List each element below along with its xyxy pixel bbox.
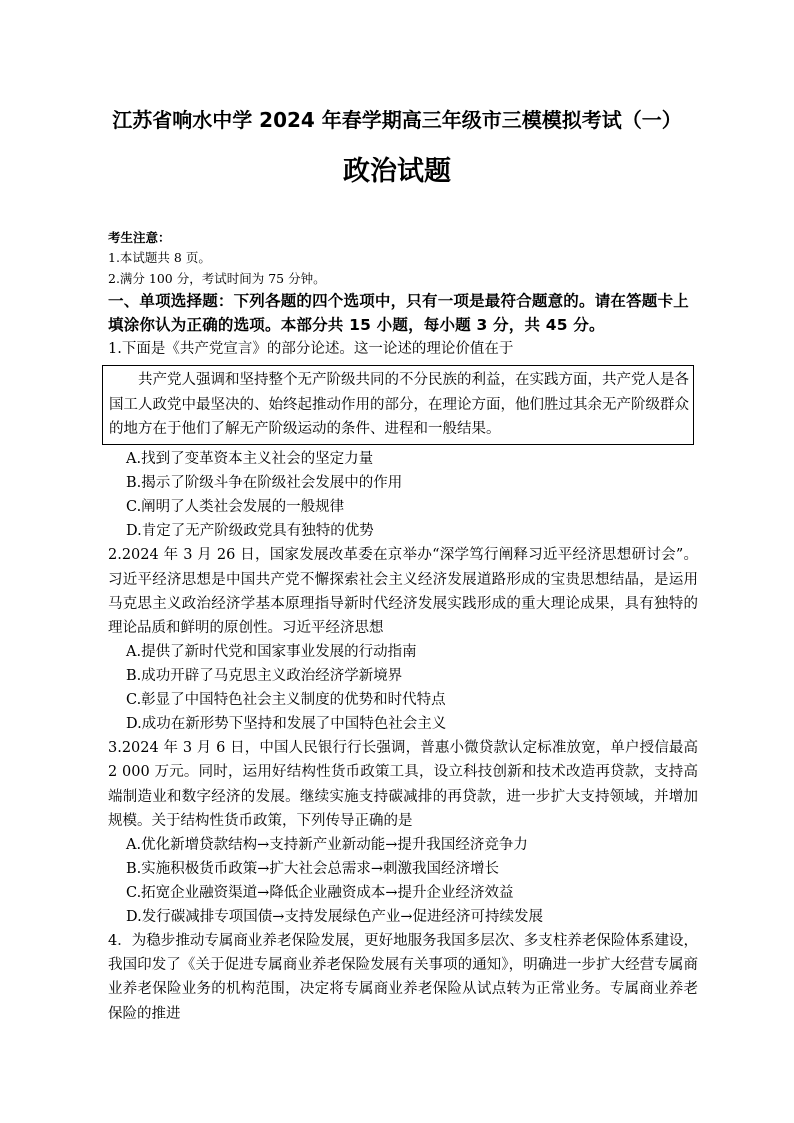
- option-d: D.成功在新形势下坚持和发展了中国特色社会主义: [126, 716, 447, 733]
- option-c: C.拓宽企业融资渠道→降低企业融资成本→提升企业经济效益: [126, 885, 514, 902]
- question-stem: 1.下面是《共产党宣言》的部分论述。这一论述的理论价值在于: [108, 341, 514, 357]
- question-1: [108, 337, 698, 543]
- option-a: A.找到了变革资本主义社会的坚定力量: [126, 451, 374, 468]
- option-d: D.肯定了无产阶级政党具有独特的优势: [126, 523, 374, 540]
- exam-title: 江苏省响水中学 2024 年春学期高三年级市三模模拟考试（一）: [112, 108, 682, 132]
- question-stem: 3.2024 年 3 月 6 日，中国人民银行行长强调，普惠小微贷款认定标准放宽，单户授信最高 2 000 万元。同时，运用好结构性货币政策工具，设立科技创新和技术改造再贷款，支持高端制造业和数字经济的发展。继续实施支持碳减排的再贷款，进一步扩大支持领域，并增加规模。关于结构性货币政策，下列传导正确的是: [108, 740, 698, 829]
- section-heading: 一、单项选择题：下列各题的四个选项中，只有一项是最符合题意的。请在答题卡上填涂你认为正确的选项。本部分共 15 小题，每小题 3 分，共 45 分。: [108, 292, 689, 334]
- exam-subtitle: 政治试题: [343, 156, 451, 187]
- option-c: C.阐明了人类社会发展的一般规律: [126, 499, 345, 516]
- option-a: A.提供了新时代党和国家事业发展的行动指南: [126, 644, 417, 661]
- question-4: [108, 929, 698, 1026]
- notice-item: 1.本试题共 8 页。: [108, 250, 211, 265]
- exam-content: [108, 229, 698, 1026]
- option-b: B.揭示了阶级斗争在阶级社会发展中的作用: [126, 475, 403, 492]
- option-b: B.实施积极货币政策→扩大社会总需求→刺激我国经济增长: [126, 861, 500, 878]
- notice-item: 2.满分 100 分，考试时间为 75 分钟。: [108, 271, 326, 286]
- option-b: B.成功开辟了马克思主义政治经济学新境界: [126, 668, 403, 685]
- option-c: C.彰显了中国特色社会主义制度的优势和时代特点: [126, 692, 446, 709]
- option-d: D.发行碳减排专项国债→支持发展绿色产业→促进经济可持续发展: [126, 909, 544, 926]
- question-stem: 4．为稳步推动专属商业养老保险发展，更好地服务我国多层次、多支柱养老保险体系建设，我国印发了《关于促进专属商业养老保险发展有关事项的通知》，明确进一步扩大经营专属商业养老保险业务的机构范围，决定将专属商业养老保险从试点转为正常业务。专属商业养老保险的推进: [108, 933, 698, 1022]
- question-2: [108, 543, 698, 736]
- question-3: [108, 736, 698, 929]
- quote-box: 共产党人强调和坚持整个无产阶级共同的不分民族的利益，在实践方面，共产党人是各国工人政党中最坚决的、始终起推动作用的部分，在理论方面，他们胜过其余无产阶级群众的地方在于他们了解无产阶级运动的条件、进程和一般结果。: [102, 365, 694, 445]
- option-a: A.优化新增贷款结构→支持新产业新动能→提升我国经济竞争力: [126, 837, 528, 854]
- notice-heading: 考生注意：: [108, 230, 171, 245]
- question-stem: 2.2024 年 3 月 26 日，国家发展改革委在京举办“深学笃行阐释习近平经济思想研讨会”。习近平经济思想是中国共产党不懈探索社会主义经济发展道路形成的宝贵思想结晶，是运用马克思主义政治经济学基本原理指导新时代经济发展实践形成的重大理论成果，具有独特的理论品质和鲜明的原创性。习近平经济思想: [108, 547, 698, 637]
